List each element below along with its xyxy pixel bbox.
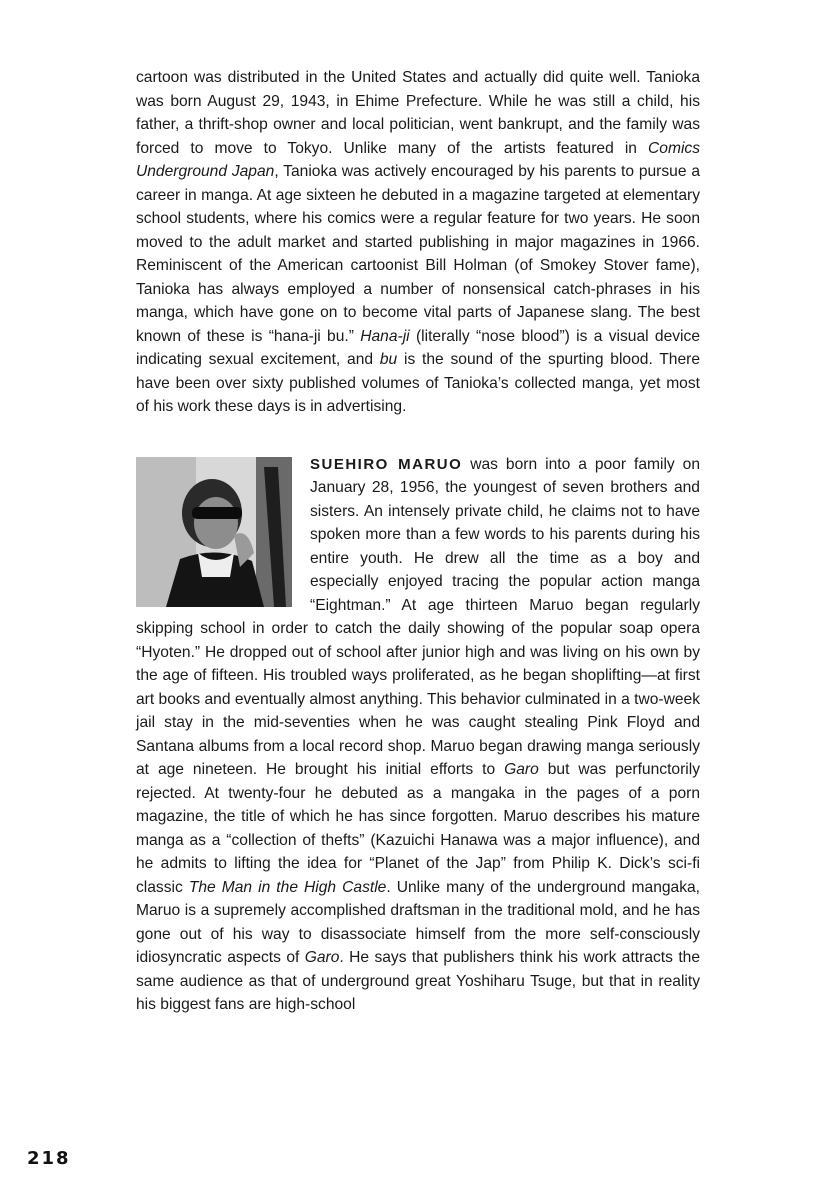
text-run: was born into a poor family on January 28, 1956, the youngest of seven brothers and sisters. An intensely private child, he claims not to have spoken more than a few words to his parents during his entire youth. He drew all the time as a boy and especially enjoyed tracing the popular action manga “Eightman.” At age thirteen Maruo began regularly skipping school in order to catch the daily showing of the popular soap opera “Hyoten.” He dropped out of school after junior high and was living on his own by the age of fifteen. His troubled ways proliferated, as he began shoplifting—at first art books and eventually almost anything. This behavior culminated in a two-week jail stay in the mid-seventies when he was caught stealing Pink Floyd and Santana albums from a local record shop. Maruo began drawing manga seriously at age nineteen. He brought his initial efforts to <box>136 455 701 778</box>
paragraph-tanioka <box>136 66 700 419</box>
italic-title: Garo <box>304 949 340 966</box>
text-run: (literally “nose blood”) is a visual device indicating sexual excitement, and <box>136 327 700 368</box>
text-run: is the sound of the spurting blood. There have been over sixty published volumes of Tanioka’s collected manga, yet most of his work these days is in advertising. <box>136 351 701 415</box>
text-run: . He says that publishers think his work attracts the same audience as that of underground great Yoshiharu Tsuge, but that in reality his biggest fans are high-school <box>136 949 700 1013</box>
italic-title: The Man in the High Castle <box>188 878 387 896</box>
italic-title: Comics Underground Japan <box>136 139 700 180</box>
text-run: , Tanioka was actively encouraged by his parents to pursue a career in manga. At age sixteen he debuted in a magazine targeted at elementary school students, where his comics were a regular feature for two years. He soon moved to the adult market and started publishing in major magazines in 1966. Reminiscent of the American cartoonist Bill Holman (of Smokey Stover fame), Tanioka has always employed a number of nonsensical catch-phrases in his manga, which have gone on to become vital parts of Japanese slang. The best known of these is “hana-ji bu.” <box>136 163 700 345</box>
page-body <box>136 66 700 1017</box>
italic-term: Hana-ji <box>360 327 410 345</box>
portrait-illustration <box>136 457 292 607</box>
text-run: cartoon was distributed in the United States and actually did quite well. Tanioka was born August 29, 1943, in Ehime Prefecture. While he was still a child, his father, a thrift-shop owner and local politician, went bankrupt, and the family was forced to move to Tokyo. Unlike many of the artists featured in <box>136 69 700 157</box>
artist-name-heading: SUEHIRO MARUO <box>310 455 463 473</box>
italic-term: bu <box>379 351 398 368</box>
portrait-photo <box>136 457 292 607</box>
text-run: but was perfunctorily rejected. At twenty-four he debuted as a mangaka in the pages of a porn magazine, the title of which he has since forgotten. Maruo describes his mature manga as a “collection of thefts” (Kazuichi Hanawa was a major influence), and he admits to lifting the idea for “Planet of the Jap” from Philip K. Dick’s sci-fi classic <box>136 761 701 896</box>
text-run: . Unlike many of the underground mangaka, Maruo is a supremely accomplished draftsman in the traditional mold, and he has gone out of his way to disassociate himself from the more self-consciously idiosyncratic aspects of <box>136 878 701 966</box>
page-number: 218 <box>27 1148 71 1169</box>
italic-title: Garo <box>504 761 539 778</box>
